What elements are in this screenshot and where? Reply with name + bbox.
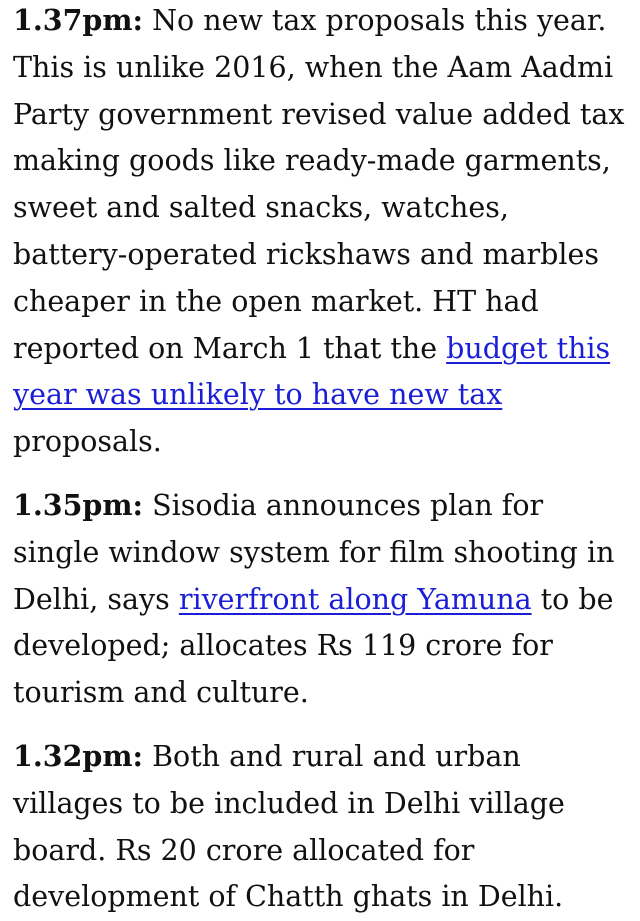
entry-timestamp: 1.35pm: [13,487,144,522]
riverfront-article-link[interactable]: riverfront along Yamuna [178,582,532,616]
entry-timestamp: 1.37pm: [13,3,144,37]
entry-timestamp: 1.32pm: [13,738,144,773]
entry-text-continued: to be developed; allocates Rs 119 crore for tourism and culture. [13,582,614,710]
live-update-entry [13,0,626,466]
entry-text: Sisodia announces plan for single window system for film shooting in Delhi, says [13,488,615,616]
budget-article-link[interactable]: budget this year was unlikely to have new tax [13,331,611,412]
live-update-entry [13,733,626,921]
entry-text: Both and rural and urban villages to be included in Delhi village board. Rs 20 crore allocated for development of Chatth ghats in Delhi. [13,739,565,914]
entry-text-continued: proposals. [13,425,162,459]
entry-text: No new tax proposals this year. This is unlike 2016, when the Aam Aadmi Party government revised value added tax making goods like ready-made garments, sweet and salted snacks, watches, battery-operated rickshaws and marbles cheaper in the open market. HT had reported on March 1 that the [13,4,625,365]
live-update-entry [13,482,626,717]
